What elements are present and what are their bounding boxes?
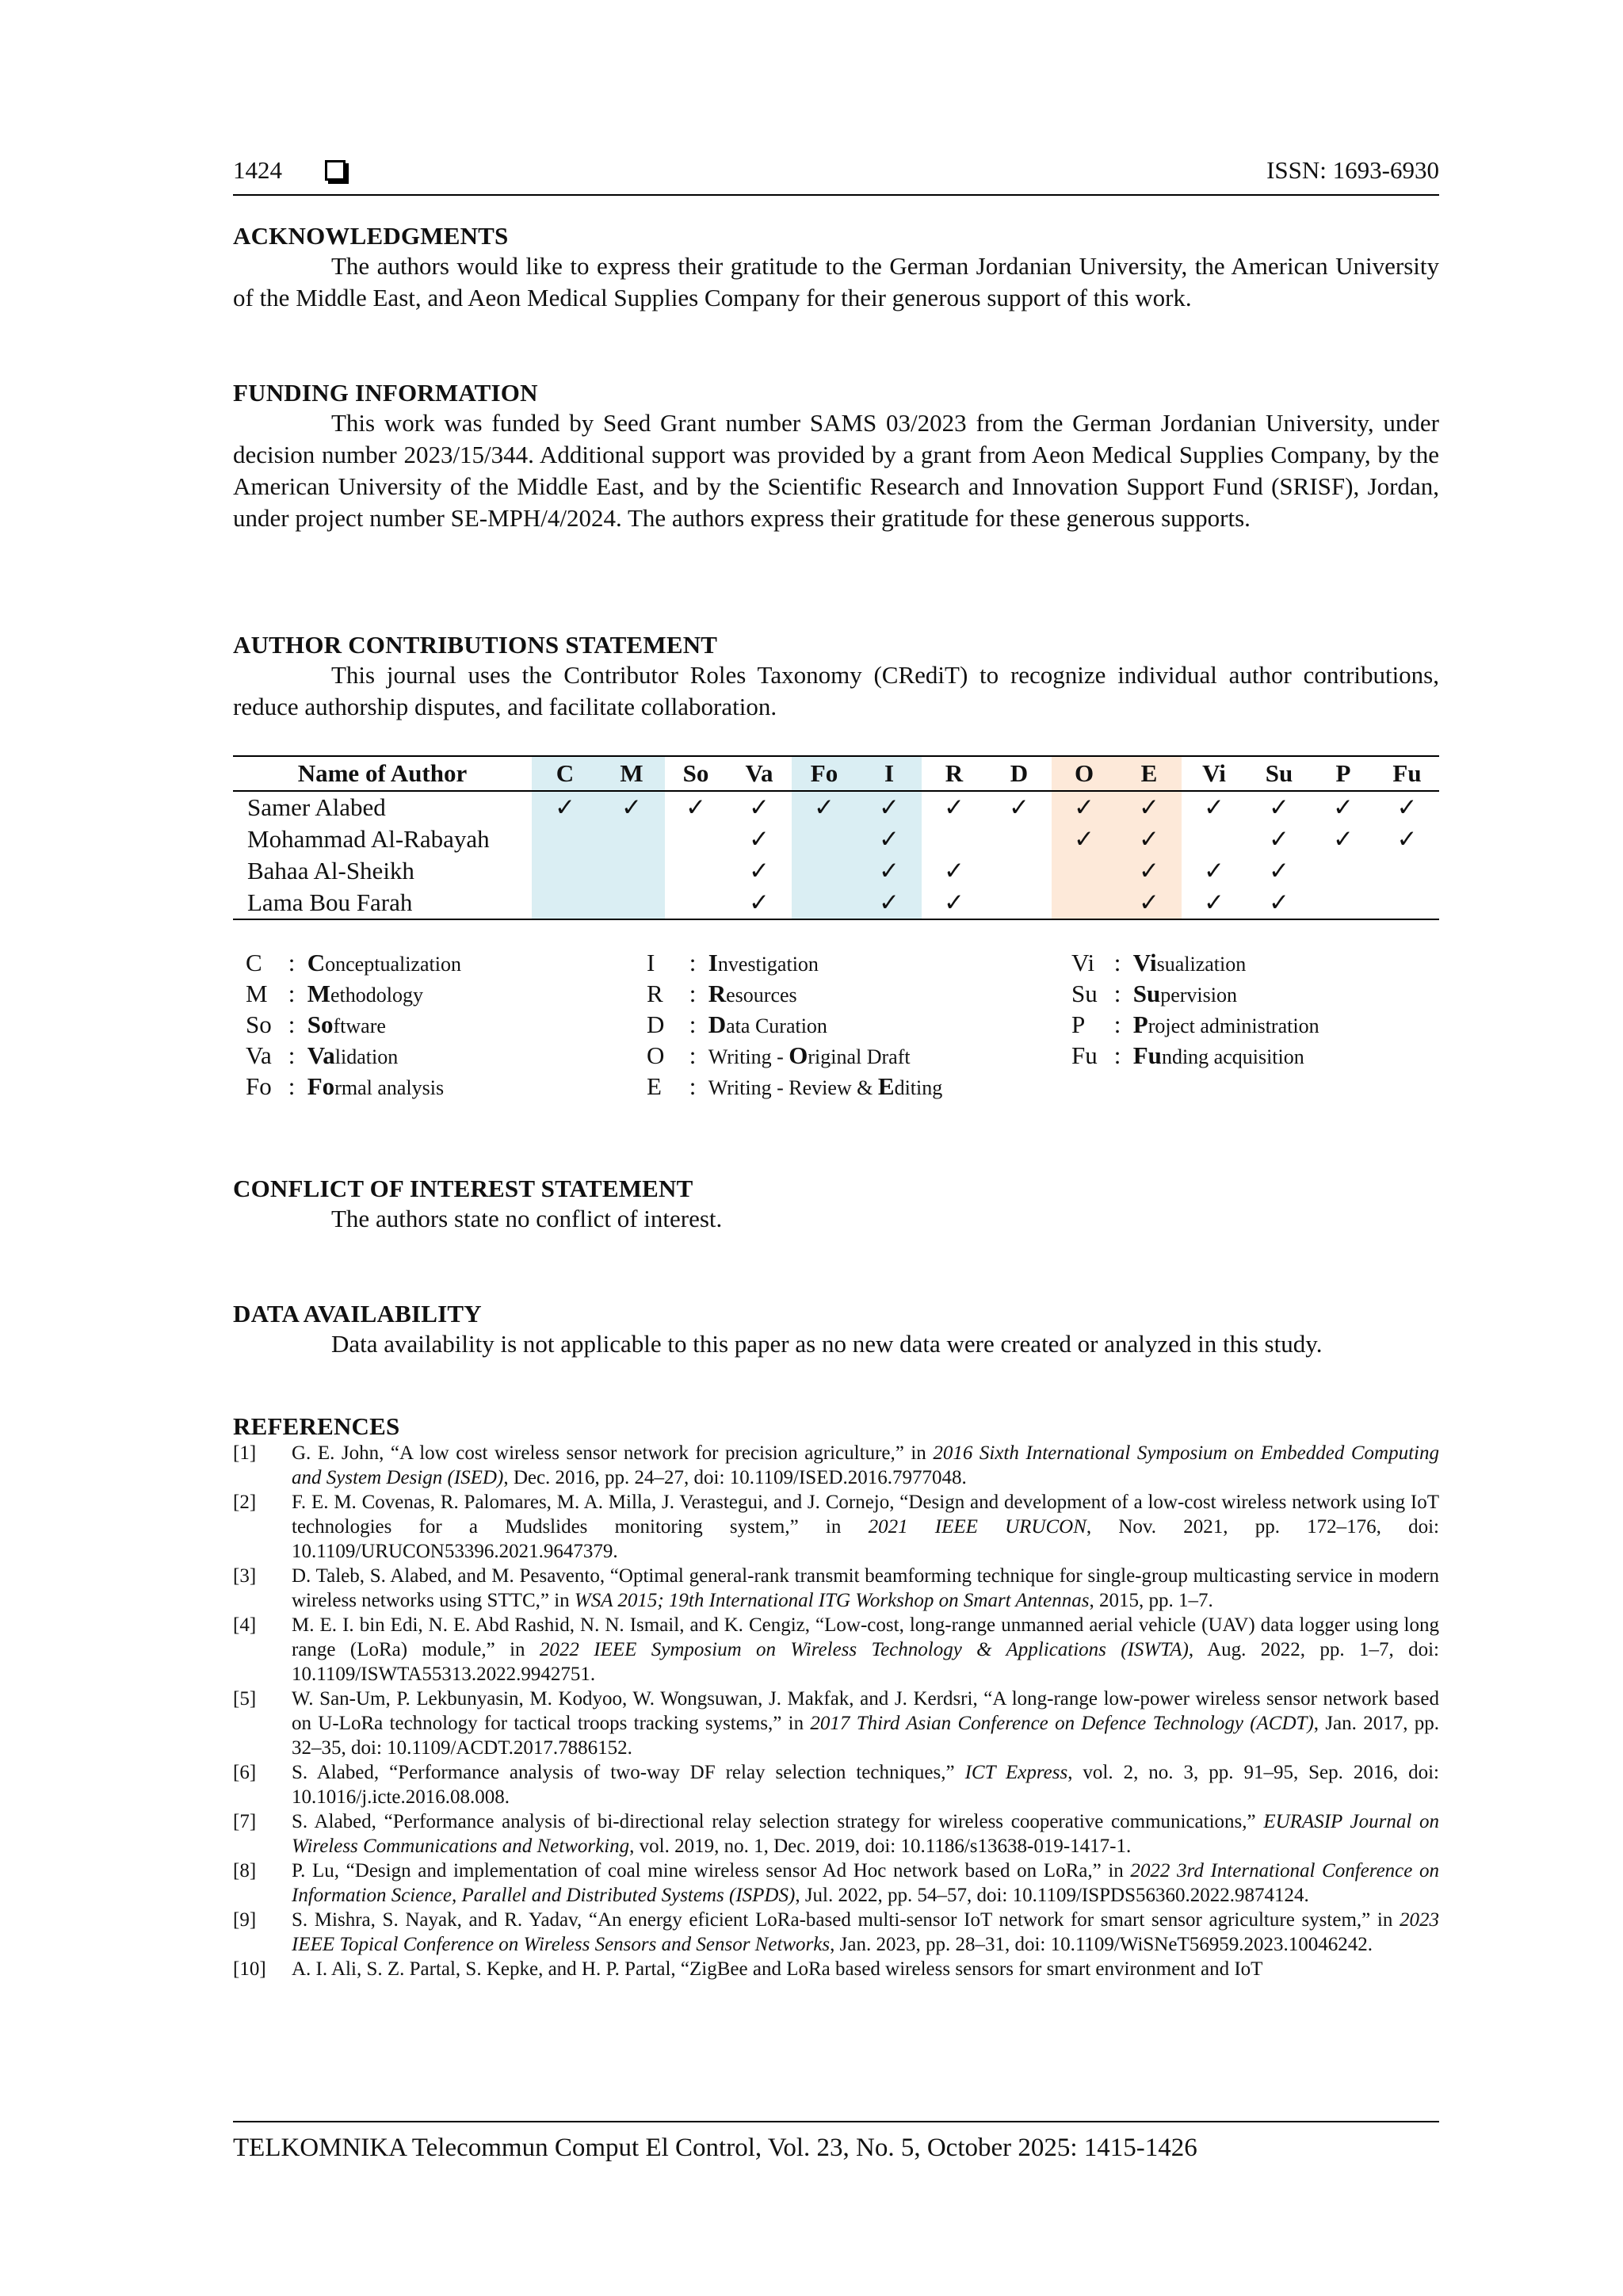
reference-number: [8] bbox=[233, 1860, 257, 1881]
legend-rest: nvestigation bbox=[717, 953, 819, 976]
check-mark-icon: ✓ bbox=[1269, 793, 1289, 821]
reference-text: W. San-Um, P. Lekbunyasin, M. Kodyoo, W. Wongsuwan, J. Makfak, and J. Kerdsri, “A long-range low-power wireless sensor network based on U-LoRa technology for tactical troops tracking systems,” in bbox=[292, 1688, 1439, 1734]
legend-item bbox=[647, 1041, 911, 1073]
table-row bbox=[233, 887, 1439, 919]
legend-rest: rmal analysis bbox=[334, 1076, 445, 1099]
table-cell bbox=[665, 823, 727, 855]
table-cell bbox=[665, 855, 727, 887]
acknowledgments-title: ACKNOWLEDGMENTS bbox=[233, 222, 509, 250]
legend-item bbox=[1071, 980, 1237, 1011]
conflict-text: The authors state no conflict of interest. bbox=[331, 1205, 723, 1232]
legend-bold-letters: R bbox=[708, 980, 727, 1007]
legend-bold-letters: E bbox=[877, 1072, 895, 1100]
legend-bold-letters: Fo bbox=[307, 1072, 335, 1100]
table-cell bbox=[922, 823, 987, 855]
funding-text: This work was funded by Seed Grant number SAMS 03/2023 from the German Jordanian University, under decision number 2023/15/344. Additional support was provided by a grant from Aeon Medical Supplies Company, by the American University of the Middle East, and by the Scientific Research and Innovation Support Fund (SRISF), Jordan, under project number SE-MPH/4/2024. The authors express their gratitude for these generous supports. bbox=[233, 409, 1439, 532]
reference-item bbox=[233, 1613, 1439, 1687]
table-cell bbox=[1052, 887, 1117, 919]
col-header: E bbox=[1117, 756, 1182, 791]
reference-number: [10] bbox=[233, 1958, 266, 1980]
col-header: Su bbox=[1247, 756, 1312, 791]
legend-colon: : bbox=[288, 1072, 296, 1100]
table-cell bbox=[598, 823, 665, 855]
table-cell bbox=[532, 855, 598, 887]
data-availability-title: DATA AVAILABILITY bbox=[233, 1300, 482, 1328]
reference-details: , Jul. 2022, pp. 54–57, doi: 10.1109/ISPDS56360.2022.9874124. bbox=[795, 1885, 1309, 1906]
table-cell bbox=[532, 887, 598, 919]
check-mark-icon: ✓ bbox=[922, 887, 987, 919]
table-row bbox=[233, 823, 1439, 855]
legend-rest: esources bbox=[726, 984, 797, 1007]
legend-colon: : bbox=[288, 949, 296, 976]
check-mark-icon: ✓ bbox=[1117, 791, 1182, 823]
legend-colon: : bbox=[1113, 1041, 1121, 1069]
table-cell bbox=[598, 855, 665, 887]
table-cell bbox=[665, 887, 727, 919]
reference-text: F. E. M. Covenas, R. Palomares, M. A. Milla, J. Verastegui, and J. Cornejo, “Design and development of a low-cost wireless network using IoT technologies for a Mudslides monitoring system,” in bbox=[292, 1492, 1439, 1538]
legend-rest: sualization bbox=[1156, 953, 1247, 976]
legend-colon: : bbox=[1113, 1010, 1121, 1038]
legend-rest: pervision bbox=[1160, 984, 1237, 1007]
check-mark-icon: ✓ bbox=[1269, 825, 1289, 853]
legend-bold-letters: Su bbox=[1132, 980, 1161, 1007]
legend-rest: roject administration bbox=[1148, 1014, 1319, 1037]
author-name: Mohammad Al-Rabayah bbox=[247, 825, 490, 853]
reference-venue: EURASIP Journal on Wireless Communications and Networking bbox=[292, 1811, 1440, 1857]
acknowledgments-text: The authors would like to express their gratitude to the German Jordanian University, the American University of the Middle East, and Aeon Medical Supplies Company for their generous support of this work. bbox=[233, 252, 1439, 311]
check-mark-icon: ✓ bbox=[857, 823, 922, 855]
legend-abbr: P bbox=[1071, 1010, 1086, 1038]
reference-item bbox=[233, 1564, 1439, 1613]
data-availability-text: Data availability is not applicable to this paper as no new data were created or analyzed in this study. bbox=[331, 1330, 1323, 1358]
reference-details: , vol. 2019, no. 1, Dec. 2019, doi: 10.1186/s13638-019-1417-1. bbox=[629, 1836, 1132, 1857]
table-cell bbox=[1182, 823, 1247, 855]
reference-number: [2] bbox=[233, 1492, 257, 1513]
legend-colon: : bbox=[689, 1041, 697, 1069]
check-mark-icon: ✓ bbox=[727, 887, 792, 919]
page-number: 1424 bbox=[233, 156, 282, 184]
col-header: D bbox=[987, 756, 1052, 791]
legend-item bbox=[647, 980, 797, 1011]
col-header: R bbox=[922, 756, 987, 791]
references-heading bbox=[233, 1412, 1439, 1441]
check-mark-icon: ✓ bbox=[944, 793, 964, 821]
reference-venue: ICT Express bbox=[964, 1762, 1068, 1783]
table-row bbox=[233, 855, 1439, 887]
reference-details: , 2015, pp. 1–7. bbox=[1089, 1590, 1213, 1611]
table-cell bbox=[1312, 887, 1375, 919]
check-mark-icon: ✓ bbox=[944, 857, 964, 884]
check-mark-icon: ✓ bbox=[1247, 887, 1312, 919]
data-availability-section bbox=[233, 1300, 1439, 1360]
checkbox-square-icon bbox=[325, 160, 346, 181]
table-cell bbox=[792, 855, 857, 887]
check-mark-icon: ✓ bbox=[1396, 793, 1418, 821]
page-header bbox=[233, 155, 1439, 196]
reference-venue: 2022 3rd International Conference on Information Science, Parallel and Distributed Systems (ISPDS) bbox=[292, 1860, 1439, 1906]
table-cell bbox=[1375, 887, 1439, 919]
reference-details: , Aug. 2022, pp. 1–7, doi: 10.1109/ISWTA55313.2022.9942751. bbox=[292, 1639, 1439, 1685]
reference-details: , vol. 2, no. 3, pp. 91–95, Sep. 2016, doi: 10.1016/j.icte.2016.08.008. bbox=[292, 1762, 1439, 1808]
col-header: Va bbox=[727, 756, 792, 791]
check-mark-icon: ✓ bbox=[857, 855, 922, 887]
reference-text: S. Alabed, “Performance analysis of bi-directional relay selection strategy for wireless cooperative communications,” bbox=[292, 1811, 1264, 1832]
col-header: C bbox=[532, 756, 598, 791]
legend-bold-letters: C bbox=[307, 949, 326, 976]
reference-number: [3] bbox=[233, 1565, 257, 1587]
table-row bbox=[233, 791, 1439, 823]
legend-item bbox=[246, 949, 461, 980]
col-header: So bbox=[665, 756, 727, 791]
reference-item bbox=[233, 1908, 1439, 1957]
col-header: M bbox=[598, 756, 665, 791]
table-cell bbox=[987, 823, 1052, 855]
legend-abbr: Va bbox=[246, 1041, 272, 1069]
check-mark-icon: ✓ bbox=[1182, 887, 1247, 919]
table-cell bbox=[532, 823, 598, 855]
legend-abbr: Fu bbox=[1071, 1041, 1098, 1069]
legend-rest: ata Curation bbox=[726, 1014, 827, 1037]
table-cell bbox=[792, 887, 857, 919]
conflict-title: CONFLICT OF INTEREST STATEMENT bbox=[233, 1175, 693, 1202]
legend-abbr: I bbox=[647, 949, 655, 976]
reference-item bbox=[233, 1859, 1439, 1908]
legend-bold-letters: P bbox=[1132, 1010, 1148, 1038]
legend-colon: : bbox=[288, 1041, 296, 1069]
check-mark-icon: ✓ bbox=[598, 791, 665, 823]
legend-bold-letters: Vi bbox=[1132, 949, 1157, 976]
legend-item bbox=[647, 1072, 942, 1104]
reference-text: D. Taleb, S. Alabed, and M. Pesavento, “Optimal general-rank transmit beamforming technique for single-group multicasting service in modern wireless networks using STTC,” in bbox=[292, 1565, 1439, 1611]
check-mark-icon: ✓ bbox=[857, 887, 922, 919]
check-mark-icon: ✓ bbox=[792, 791, 857, 823]
contributions-title: AUTHOR CONTRIBUTIONS STATEMENT bbox=[233, 631, 718, 659]
legend-bold-letters: So bbox=[307, 1010, 334, 1038]
table-header-row bbox=[233, 756, 1439, 791]
reference-details: , Jan. 2017, pp. 32–35, doi: 10.1109/ACDT.2017.7886152. bbox=[292, 1713, 1440, 1759]
legend-prefix: Writing - bbox=[708, 1045, 789, 1068]
funding-title: FUNDING INFORMATION bbox=[233, 379, 538, 407]
legend-abbr: O bbox=[647, 1041, 665, 1069]
check-mark-icon: ✓ bbox=[1117, 887, 1182, 919]
reference-item bbox=[233, 1760, 1439, 1809]
reference-details: , Dec. 2016, pp. 24–27, doi: 10.1109/ISED.2016.7977048. bbox=[503, 1467, 967, 1488]
legend-item bbox=[647, 949, 819, 980]
reference-number: [6] bbox=[233, 1762, 257, 1783]
check-mark-icon: ✓ bbox=[749, 857, 769, 884]
legend-item bbox=[246, 1072, 444, 1104]
reference-item bbox=[233, 1490, 1439, 1564]
legend-rest: lidation bbox=[334, 1045, 399, 1068]
legend-colon: : bbox=[689, 980, 697, 1007]
check-mark-icon: ✓ bbox=[1333, 793, 1354, 821]
check-mark-icon: ✓ bbox=[1052, 823, 1117, 855]
legend-item bbox=[647, 1010, 827, 1042]
reference-number: [9] bbox=[233, 1909, 257, 1931]
check-mark-icon: ✓ bbox=[857, 791, 922, 823]
legend-abbr: C bbox=[246, 949, 262, 976]
col-header: Vi bbox=[1182, 756, 1247, 791]
reference-venue: 2016 Sixth International Symposium on Embedded Computing and System Design (ISED) bbox=[292, 1442, 1439, 1488]
author-name: Lama Bou Farah bbox=[233, 887, 532, 919]
page-footer: TELKOMNIKA Telecommun Comput El Control, Vol. 23, No. 5, October 2025: 1415-1426 bbox=[233, 2121, 1439, 2163]
legend-colon: : bbox=[1113, 949, 1121, 976]
check-mark-icon: ✓ bbox=[1009, 793, 1029, 821]
legend-item bbox=[1071, 1010, 1319, 1042]
legend-item bbox=[1071, 1041, 1304, 1073]
legend-abbr: E bbox=[647, 1072, 662, 1100]
check-mark-icon: ✓ bbox=[1269, 857, 1289, 884]
check-mark-icon: ✓ bbox=[1204, 857, 1224, 884]
contributions-text: This journal uses the Contributor Roles Taxonomy (CRediT) to recognize individual author contributions, reduce authorship disputes, and facilitate collaboration. bbox=[233, 661, 1439, 720]
table-cell bbox=[1375, 855, 1439, 887]
contributions-section bbox=[233, 631, 1439, 723]
reference-number: [7] bbox=[233, 1811, 257, 1832]
legend-colon: : bbox=[689, 1010, 697, 1038]
legend-bold-letters: Va bbox=[307, 1041, 335, 1069]
name-header: Name of Author bbox=[233, 756, 532, 791]
legend-abbr: Fo bbox=[246, 1072, 272, 1100]
col-header: P bbox=[1312, 756, 1375, 791]
legend-abbr: R bbox=[647, 980, 663, 1007]
reference-venue: WSA 2015; 19th International ITG Workshop on Smart Antennas bbox=[574, 1590, 1090, 1611]
legend-prefix: Writing - Review & bbox=[708, 1076, 878, 1099]
reference-number: [1] bbox=[233, 1442, 257, 1464]
check-mark-icon: ✓ bbox=[1052, 791, 1117, 823]
reference-item bbox=[233, 1957, 1439, 1981]
check-mark-icon: ✓ bbox=[1117, 823, 1182, 855]
legend-abbr: M bbox=[246, 980, 268, 1007]
legend-bold-letters: M bbox=[307, 980, 331, 1007]
col-header: I bbox=[857, 756, 922, 791]
check-mark-icon: ✓ bbox=[1396, 825, 1418, 853]
legend-item bbox=[1071, 949, 1246, 980]
legend-bold-letters: D bbox=[708, 1010, 727, 1038]
contributions-table bbox=[233, 755, 1439, 920]
check-mark-icon: ✓ bbox=[1204, 793, 1224, 821]
reference-text: G. E. John, “A low cost wireless sensor network for precision agriculture,” in bbox=[292, 1442, 934, 1464]
reference-text: A. I. Ali, S. Z. Partal, S. Kepke, and H. P. Partal, “ZigBee and LoRa based wireless sensors for smart environment and IoT bbox=[292, 1958, 1263, 1980]
legend-colon: : bbox=[1113, 980, 1121, 1007]
reference-text: S. Alabed, “Performance analysis of two-way DF relay selection techniques,” bbox=[292, 1762, 965, 1783]
check-mark-icon: ✓ bbox=[1117, 855, 1182, 887]
legend-rest: ftware bbox=[333, 1014, 386, 1037]
legend-abbr: Vi bbox=[1071, 949, 1095, 976]
legend-item bbox=[246, 1010, 386, 1042]
reference-details: , Jan. 2023, pp. 28–31, doi: 10.1109/WiSNeT56959.2023.10046242. bbox=[830, 1934, 1373, 1955]
check-mark-icon: ✓ bbox=[749, 793, 769, 821]
table-cell bbox=[598, 887, 665, 919]
legend-bold-letters: I bbox=[708, 949, 718, 976]
conflict-section bbox=[233, 1175, 1439, 1235]
legend-colon: : bbox=[288, 1010, 296, 1038]
legend-rest: diting bbox=[894, 1076, 943, 1099]
reference-venue: 2023 IEEE Topical Conference on Wireless Sensors and Sensor Networks bbox=[292, 1909, 1439, 1955]
legend-rest: onceptualization bbox=[325, 953, 461, 976]
legend-bold-letters: Fu bbox=[1132, 1041, 1162, 1069]
legend-colon: : bbox=[689, 949, 697, 976]
check-mark-icon: ✓ bbox=[749, 825, 769, 853]
funding-section bbox=[233, 379, 1439, 534]
reference-text: P. Lu, “Design and implementation of coal mine wireless sensor Ad Hoc network based on LoRa,” in bbox=[292, 1860, 1131, 1881]
legend-abbr: So bbox=[246, 1010, 272, 1038]
reference-text: M. E. I. bin Edi, N. E. Abd Rashid, N. N. Ismail, and K. Cengiz, “Low-cost, long-range unmanned aerial vehicle (UAV) data logger using long range (LoRa) module,” in bbox=[292, 1614, 1439, 1660]
reference-venue: 2022 IEEE Symposium on Wireless Technology & Applications (ISWTA) bbox=[539, 1639, 1189, 1660]
reference-item bbox=[233, 1687, 1439, 1760]
reference-details: , Nov. 2021, pp. 172–176, doi: 10.1109/URUCON53396.2021.9647379. bbox=[292, 1516, 1440, 1562]
table-cell bbox=[792, 823, 857, 855]
check-mark-icon: ✓ bbox=[532, 791, 598, 823]
legend-colon: : bbox=[689, 1072, 697, 1100]
table-cell bbox=[987, 855, 1052, 887]
reference-venue: 2021 IEEE URUCON bbox=[868, 1516, 1086, 1538]
references-list bbox=[233, 1441, 1439, 1981]
references-title: REFERENCES bbox=[233, 1412, 400, 1440]
reference-number: [4] bbox=[233, 1614, 257, 1636]
table-cell bbox=[987, 887, 1052, 919]
legend-abbr: Su bbox=[1071, 980, 1098, 1007]
col-header: Fo bbox=[792, 756, 857, 791]
legend-colon: : bbox=[288, 980, 296, 1007]
issn: ISSN: 1693-6930 bbox=[1266, 156, 1439, 184]
col-header: O bbox=[1052, 756, 1117, 791]
reference-venue: 2017 Third Asian Conference on Defence Technology (ACDT) bbox=[810, 1713, 1314, 1734]
author-name: Bahaa Al-Sheikh bbox=[247, 857, 414, 884]
legend-item bbox=[246, 1041, 398, 1073]
reference-number: [5] bbox=[233, 1688, 257, 1710]
check-mark-icon: ✓ bbox=[685, 793, 706, 821]
author-name: Samer Alabed bbox=[247, 793, 386, 821]
legend-abbr: D bbox=[647, 1010, 665, 1038]
col-header: Fu bbox=[1375, 756, 1439, 791]
check-mark-icon: ✓ bbox=[1333, 825, 1354, 853]
table-cell bbox=[1052, 855, 1117, 887]
legend-rest: ethodology bbox=[330, 984, 424, 1007]
legend-rest: riginal Draft bbox=[808, 1045, 911, 1068]
acknowledgments-section bbox=[233, 222, 1439, 314]
legend-item bbox=[246, 980, 423, 1011]
reference-item bbox=[233, 1441, 1439, 1490]
legend-rest: nding acquisition bbox=[1161, 1045, 1304, 1068]
legend-bold-letters: O bbox=[789, 1041, 808, 1069]
reference-item bbox=[233, 1809, 1439, 1859]
reference-text: S. Mishra, S. Nayak, and R. Yadav, “An energy eficient LoRa-based multi-sensor IoT network for smart sensor agriculture system,” in bbox=[292, 1909, 1400, 1931]
table-cell bbox=[1312, 855, 1375, 887]
